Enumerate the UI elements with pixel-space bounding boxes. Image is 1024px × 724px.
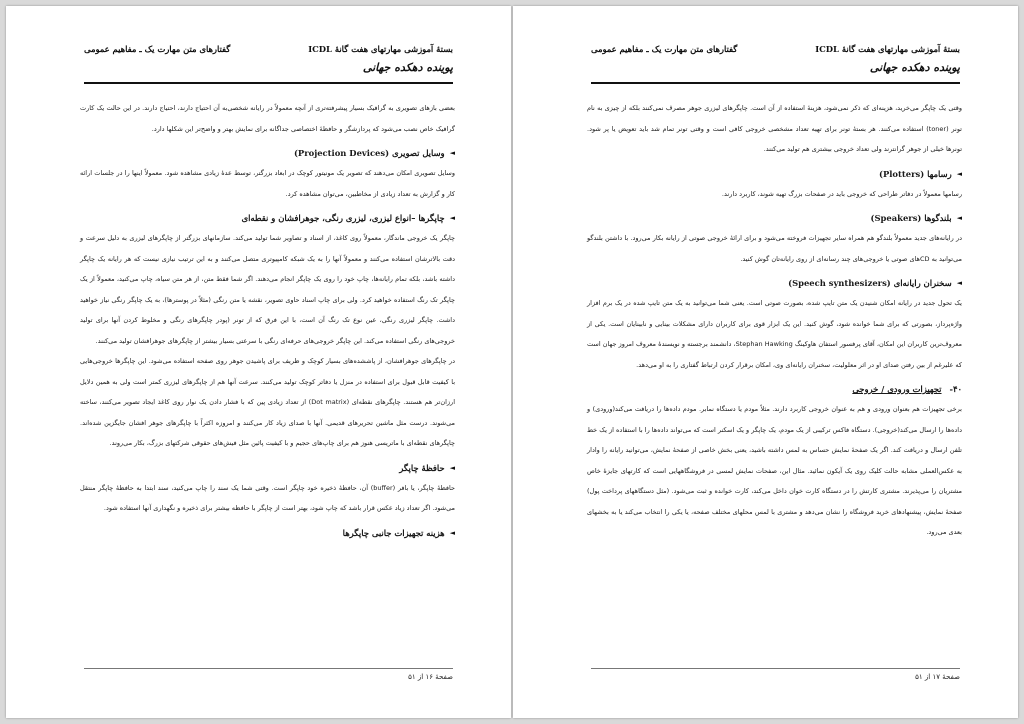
section-heading xyxy=(80,526,455,540)
section-heading xyxy=(587,167,962,181)
bullet-arrow-icon: ◄ xyxy=(449,527,455,537)
body-paragraph: حافظهٔ چاپگر، یا بافر (buffer) آن، حافظهٔ ذخیره خود چاپگر است. وقتی شما یک سند را چاپ می‌کنید، سند ابتدا به حافظهٔ چاپگر منتقل می‌شود. اگر تعداد زیاد عکس قرار باشد که چاپ شود، بهتر است از چاپگر با حافظه بیشتر برای ذخیره و نگهداری آنها استفاده شود. xyxy=(80,483,456,512)
body-paragraph: بعضی بازهای تصویری به گرافیک بسیار پیشرفته‌تری از آنچه معمولاً در رایانه شخصی‌به آن احتیاج دارند، احتیاج دارند. در این حالت یک کارت گرافیک خاص نصب می‌شود که پردازشگر و حافظهٔ اختصاصی جداگانه برای نمایش بهتر و واضح‌تر این شکلها دارد. xyxy=(80,104,455,133)
body-paragraph: در رایانه‌های جدید معمولاً بلندگو هم همراه سایر تجهیزات فروخته می‌شود و برای ارائهٔ خروجی صوتی از رایانه بکار می‌رود. با داشتن بلندگو می‌توانید به CDهای صوتی یا خروجی‌های چند رسانه‌ای از روی رایانه‌تان گوش کنید. xyxy=(587,234,962,263)
section-heading xyxy=(587,382,962,396)
page-header xyxy=(591,44,960,92)
bullet-arrow-icon: ◄ xyxy=(956,278,962,287)
section-heading-text: تجهیزات ورودی / خروجی xyxy=(852,384,942,394)
header-rule xyxy=(591,82,960,84)
section-heading-text: حافظهٔ چاپگر xyxy=(399,462,445,473)
section-heading xyxy=(80,211,455,225)
bullet-arrow-icon: ◄ xyxy=(956,213,962,222)
pack-title: بستهٔ آموزشی مهارتهای هفت گانهٔ ICDL xyxy=(815,44,960,54)
bullet-arrow-icon: ◄ xyxy=(956,168,962,178)
body-paragraph: چاپگر یک خروجی ماندگار، معمولاً روی کاغذ، از اسناد و تصاویر شما تولید می‌کند. سازمانهای بزرگتر از چاپگرهای لیزری به دلیل سرعت و دقت بالاتر‌شان استفاده می‌کنند و معمولاً آنها را به یک شبکه کامپیوتری متصل می‌کنند و به این ترتیب نیازی نیست که هر رایانه یک چاپگر داشته باشد، بلکه تمام رایانه‌ها، چاپ خود را روی یک چاپگر انجام می‌دهند. اگر شما فقط متن، از هر متن سیاه، چاپ می‌کنید، معمولاً از یک چاپگر تک رنگ استفاده خواهید کرد. ولی برای چاپ اسناد حاوی تصویر، نقشه یا متن رنگی (مثلاً در پوسترها)، به یک چاپگر رنگی نیاز خواهید داشت. چاپگر لیزری رنگی، عین نوع تک رنگ آن است، با این فرق که از تونر (پودر چاپگرهای رنگی و مخلوط کردن آنها برای تولید خروجی‌های رنگی استفاده می‌کند. این چاپگر خروجی‌های حرفه‌ای رنگی با سرعتی بسیار بیشتر از چاپگرهای جوهرافشان تولید می‌کنند. xyxy=(80,234,455,345)
header-rule xyxy=(84,82,453,84)
body-paragraph: در چاپگرهای جوهرافشان، از پاششده‌های بسیار کوچک و ظریف برای پاشیدن جوهر روی صفحه استفاده می‌شود. این چاپگرها خروجی‌هایی با کیفیت قابل قبول برای استفاده در منزل یا دفاتر کوچک تولید می‌کنند. سرعت آنها هم از چاپگرهای لیزری کمتر است ولی به همین دلایل ارزان‌تر هم هستند. چاپگرهای نقطه‌ای (Dot matrix) از تعداد زیادی پین که با فشار دادن یک نوار روی کاغذ ایجاد تصویر می‌کنند، ساخته می‌شوند. درست مثل ماشین تحریرهای قدیمی. آنها با صدای زیاد کار می‌کنند و امروزه اکثراً با چاپگرهای جوهر افشان جایگزین شده‌اند. چاپگرهای نقطه‌ای با ماتریسی هنوز هم برای چاپ‌های حجیم و با کیفیت پائین مثل فیش‌های حقوقی شرکتهای بزرگ، بکار می‌روند. xyxy=(80,357,455,447)
page-body xyxy=(587,98,962,543)
chapter-title: گفتارهای متن مهارت یک ـ مفاهیم عمومی xyxy=(591,44,738,54)
page-footer: صفحهٔ ۱۶ از ۵۱ xyxy=(84,668,453,681)
section-heading xyxy=(80,146,455,160)
section-heading xyxy=(587,211,962,225)
pack-title: بستهٔ آموزشی مهارتهای هفت گانهٔ ICDL xyxy=(308,44,453,54)
document-page-left xyxy=(6,6,511,718)
section-heading-text: وسایل تصویری (Projection Devices) xyxy=(293,148,445,158)
bullet-arrow-icon: ◄ xyxy=(449,148,455,157)
bullet-arrow-icon: ◄ xyxy=(449,462,455,472)
bullet-arrow-icon: ◄ xyxy=(449,213,455,222)
body-paragraph: برخی تجهیزات هم بعنوان ورودی و هم به عنوان خروجی کاربرد دارند. مثلاً مودم یا دستگاه نمابر. مودم داده‌ها را دریافت می‌کند(ورودی) و داده‌ها را ارسال می‌کند(خروجی). دستگاه فاکس ترکیبی از یک مودم، یک چاپگر و یک اسکنر است که می‌تواند داده‌ها را با استفاده از یک خط تلفن ارسال و دریافت کند. اگر یک صفحهٔ نمایش حساس به لمس داشته باشید، یعنی بخش خاصی از صفحهٔ نمایش، می‌توانید رایانه را وادار به عکس‌العملی مشابه حالت کلیک روی یک آیکون نمائید. مثال این، صفحات نمایش لمسی در فروشگاههایی است که کارتهای جایزهٔ خاص مشتریان را می‌پذیرند. مشتری کارتش را در دستگاه کارت خوان داخل می‌کند، کارت خوانده و ثبت می‌شود. (مثل دستگاههای پرداخت پول) صفحهٔ نمایش، پیشنهادهای خرید فروشگاه را نشان می‌دهد و مشتری با لمس محلهای مختلف صفحه، یا یکی را انتخاب می‌کند یا به بخشهای بعدی می‌رود. xyxy=(587,405,962,536)
body-paragraph: یک تحول جدید در رایانه امکان شنیدن یک متن تایپ شده، بصورت صوتی است. یعنی شما می‌توانید به یک متن تایپ شده در یک برم افزار واژه‌پرداز، بصورتی که برای شما خوانده شود، گوش کنید. این یک ابزار قوی برای کاربران دارای مشکلات بینایی و نابینایان است. یکی از معروف‌ترین کاربران این امکان، آقای پرفسور استفان هاوکینگ Stephan Hawking، دانشمند برجسته و نویسندهٔ معروف امروز جهان است که علیرغم از بین رفتن صدای او در اثر معلولیت، سخنران رایانه‌ای وی، امکان برقرار کردن ارتباط گفتاری را به او می‌دهد. xyxy=(587,299,962,369)
page-body xyxy=(80,98,455,543)
section-number: ۴۰- xyxy=(949,384,962,394)
section-heading-text: چاپگرها –انواع لیزری، لیزری رنگی، جوهرافشان و نقطه‌ای xyxy=(241,213,445,223)
document-page-right xyxy=(513,6,1018,718)
publisher-name: پوینده دهکده جهانی xyxy=(362,61,453,74)
body-paragraph: رسامها معمولاً در دفاتر طراحی که خروجی باید در صفحات بزرگ تهیه شوند، کاربرد دارند. xyxy=(721,189,962,198)
section-heading-text: رسامها (Plotters) xyxy=(878,168,952,179)
page-footer: صفحهٔ ۱۷ از ۵۱ xyxy=(591,668,960,681)
section-heading-text: بلندگوها (Speakers) xyxy=(870,213,952,223)
chapter-title: گفتارهای متن مهارت یک ـ مفاهیم عمومی xyxy=(84,44,231,54)
section-heading xyxy=(587,276,962,290)
section-heading-text: سخنران رایانه‌ای (Speech synthesizers) xyxy=(788,278,952,288)
section-heading xyxy=(80,461,455,475)
body-paragraph: وسایل تصویری امکان می‌دهند که تصویر یک مونیتور کوچک در ابعاد بزرگتر، توسط عدهٔ زیادی مشاهده شود. معمولاً اینها را در جلسات ارائه کار و گزارش به تعداد زیادی از مخاطبین، می‌توان مشاهده کرد. xyxy=(80,169,455,198)
page-header xyxy=(84,44,453,92)
publisher-name: پوینده دهکده جهانی xyxy=(869,61,960,74)
section-heading-text: هزینه تجهیزات جانبی چاپگرها xyxy=(342,527,445,538)
body-paragraph: وقتی یک چاپگر می‌خرید، هزینه‌ای که ذکر نمی‌شود، هزینهٔ استفاده از آن است. چاپگرهای لیزری جوهر مصرف نمی‌کنند بلکه از چیزی به نام تونر (toner) استفاده می‌کنند. هر بستهٔ تونر برای تهیه تعداد مشخصی خروجی کافی است و وقتی تونر تمام شد باید تعویض یا پر شود. تونرها خیلی از جوهر گرانترند ولی تعداد خروجی بیشتری هم تولید می‌کنند. xyxy=(587,104,962,153)
